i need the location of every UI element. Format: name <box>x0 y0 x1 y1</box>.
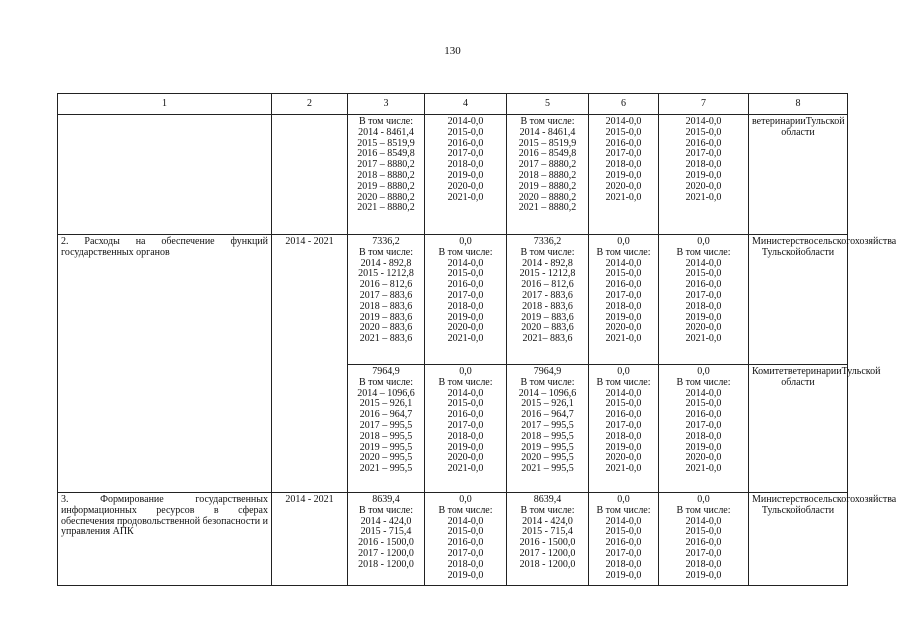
column-header: 7 <box>659 94 749 115</box>
cell-line: 2020-0,0 <box>605 322 642 334</box>
cell-line: Комитет <box>752 366 788 377</box>
cell-line: 2015-0,0 <box>605 126 642 138</box>
cell-line: 2014-0,0 <box>447 116 484 127</box>
cell-line: 2014-0,0 <box>605 257 642 269</box>
cell-line: 2016-0,0 <box>605 409 642 421</box>
cell-line: В том числе: <box>676 376 731 388</box>
federal-funding-cell <box>425 493 507 586</box>
column-header: 2 <box>272 94 348 115</box>
cell-line: Министерство <box>752 236 814 247</box>
cell-line: 2020-0,0 <box>685 322 722 334</box>
cell-line: 2019 – 995,5 <box>359 441 413 453</box>
municipal-funding-cell <box>589 365 659 493</box>
cell-line: 2015-0,0 <box>685 126 722 138</box>
cell-line: В том числе: <box>596 504 651 516</box>
municipal-funding-cell <box>589 493 659 586</box>
cell-line: 2017 – 8880,2 <box>357 159 415 171</box>
cell-line: 2018-0,0 <box>685 159 722 171</box>
cell-line: 2019 – 995,5 <box>521 441 574 453</box>
cell-line: 2021 – 8880,2 <box>357 202 415 214</box>
cell-line: 2016 – 812,6 <box>359 279 413 291</box>
cell-line: 2020-0,0 <box>685 180 722 192</box>
cell-line: 7336,2 <box>372 236 400 247</box>
cell-line: В том числе: <box>438 504 493 516</box>
cell-line: 2020-0,0 <box>447 180 484 192</box>
cell-line: 0,0 <box>617 366 630 377</box>
regional-funding-cell <box>507 235 589 365</box>
cell-line: 2015-0,0 <box>685 268 722 280</box>
cell-line: 2020-0,0 <box>447 322 484 334</box>
cell-line: 2018 – 8880,2 <box>357 169 415 181</box>
cell-line: 2019-0,0 <box>685 441 722 453</box>
cell-line: 2019-0,0 <box>605 311 642 323</box>
cell-line: 2020-0,0 <box>605 452 642 464</box>
cell-line: 2014-0,0 <box>685 116 722 127</box>
cell-line: 2017-0,0 <box>447 148 484 160</box>
cell-line: 2014-0,0 <box>605 515 642 527</box>
cell-line: 2014 - 8461,4 <box>519 126 576 138</box>
cell-line: 2015 – 926,1 <box>359 398 413 410</box>
column-header: 1 <box>58 94 272 115</box>
cell-line: 0,0 <box>459 236 472 247</box>
cell-line: 2018 - 1200,0 <box>519 558 576 570</box>
column-header: 8 <box>749 94 848 115</box>
cell-line: 2020-0,0 <box>605 180 642 192</box>
cell-line: 2017-0,0 <box>685 547 722 559</box>
cell-line: 2014 - 424,0 <box>360 515 412 527</box>
period-cell <box>272 115 348 235</box>
cell-line: В том числе: <box>676 246 731 258</box>
activity-name-cell <box>58 115 272 235</box>
total-funding-cell <box>348 115 425 235</box>
cell-line: 2016 – 8549,8 <box>357 148 415 160</box>
cell-line: 2021-0,0 <box>685 191 722 203</box>
cell-line: 2019-0,0 <box>605 441 642 453</box>
cell-line: 2020 – 995,5 <box>521 452 574 464</box>
cell-line: 2016-0,0 <box>447 409 484 421</box>
cell-line: 2015-0,0 <box>685 526 722 538</box>
executor-cell <box>749 235 897 365</box>
cell-line: 2019-0,0 <box>605 569 642 581</box>
cell-line: 2018-0,0 <box>685 300 722 312</box>
cell-line: 2016-0,0 <box>447 537 484 549</box>
cell-line: В том числе: <box>520 246 575 258</box>
cell-line: 2018-0,0 <box>605 430 642 442</box>
municipal-funding-cell <box>589 115 659 235</box>
cell-line: 2017-0,0 <box>685 148 722 160</box>
cell-line: 2020 – 8880,2 <box>518 191 577 203</box>
cell-line: В том числе: <box>358 246 414 258</box>
cell-line: 2018 - 883,6 <box>522 300 573 312</box>
cell-line: 2014-0,0 <box>447 515 484 527</box>
cell-line: 2017 - 883,6 <box>522 289 573 301</box>
cell-line: 2015-0,0 <box>605 526 642 538</box>
cell-line: 2014-0,0 <box>685 257 722 269</box>
cell-line: 2015-0,0 <box>605 268 642 280</box>
cell-line: 2016 – 964,7 <box>359 409 413 421</box>
cell-line: В том числе: <box>358 376 414 388</box>
cell-line: 2021-0,0 <box>605 463 642 475</box>
cell-line: 0,0 <box>697 236 710 247</box>
page-number: 130 <box>444 45 461 57</box>
cell-line: 2015-0,0 <box>447 268 484 280</box>
cell-line: 0,0 <box>697 366 710 377</box>
cell-line: 2021 – 995,5 <box>359 463 413 475</box>
cell-line: 2016-0,0 <box>605 537 642 549</box>
cell-line: 2014-0,0 <box>605 387 642 399</box>
cell-line: 2017 – 995,5 <box>521 419 574 431</box>
cell-line: 2017-0,0 <box>447 419 484 431</box>
cell-line: 2020-0,0 <box>447 452 484 464</box>
cell-line: 2018 – 883,6 <box>359 300 413 312</box>
other-funding-cell <box>659 115 749 235</box>
cell-line: 2016-0,0 <box>605 137 642 149</box>
other-funding-cell <box>659 365 749 493</box>
cell-line: 2018-0,0 <box>605 300 642 312</box>
cell-line: В том числе: <box>676 504 731 516</box>
cell-line: 2017-0,0 <box>605 148 642 160</box>
cell-line: 0,0 <box>459 366 472 377</box>
activity-name-cell: 2. Расходы на обеспечение функций государственных органов <box>58 235 272 493</box>
cell-line: 2017-0,0 <box>605 419 642 431</box>
table-row <box>58 493 848 586</box>
cell-line: 2020 – 995,5 <box>359 452 413 464</box>
cell-line: 2020 – 8880,2 <box>357 191 415 203</box>
header-row <box>58 94 848 115</box>
federal-funding-cell <box>425 235 507 365</box>
cell-line: 2015 – 926,1 <box>521 398 574 410</box>
cell-line: сельского <box>813 236 855 247</box>
cell-line: 2015-0,0 <box>685 398 722 410</box>
cell-line: ветеринарии <box>752 116 806 127</box>
cell-line: 2019-0,0 <box>685 569 722 581</box>
cell-line: 2020-0,0 <box>685 452 722 464</box>
cell-line: 2014 - 424,0 <box>522 515 573 527</box>
cell-line: 2018 - 1200,0 <box>358 558 414 570</box>
column-header: 3 <box>348 94 425 115</box>
cell-line: 2017-0,0 <box>685 289 722 301</box>
cell-line: 2016 – 8549,8 <box>518 148 577 160</box>
cell-line: 2014 – 1096,6 <box>518 387 577 399</box>
period-cell: 2014 - 2021 <box>272 235 348 493</box>
cell-line: 2019 – 883,6 <box>521 311 574 323</box>
cell-line: 2019-0,0 <box>447 311 484 323</box>
cell-line: 2019-0,0 <box>605 169 642 181</box>
cell-line: хозяйства Тульской <box>761 236 897 258</box>
cell-line: 2021-0,0 <box>605 333 642 345</box>
cell-line: 2016 - 1500,0 <box>519 537 576 549</box>
cell-line: Тульской области <box>781 116 845 138</box>
cell-line: 2018-0,0 <box>685 430 722 442</box>
activity-name-cell: 3. Формирование государственных информационных ресурсов в сферах обеспечения продовольственной безопасности и управления АПК <box>58 493 272 586</box>
cell-line: 2014 – 1096,6 <box>357 387 415 399</box>
total-funding-cell <box>348 493 425 586</box>
total-funding-cell <box>348 365 425 493</box>
cell-line: 2014-0,0 <box>447 387 484 399</box>
cell-line: 2017-0,0 <box>685 419 722 431</box>
cell-line: В том числе: <box>438 246 493 258</box>
cell-line: 2014 - 892,8 <box>360 257 412 269</box>
municipal-funding-cell <box>589 235 659 365</box>
cell-line: 2021-0,0 <box>447 463 484 475</box>
cell-line: 7336,2 <box>533 236 562 247</box>
column-header: 5 <box>507 94 589 115</box>
cell-line: 0,0 <box>617 236 630 247</box>
cell-line: 2016-0,0 <box>685 409 722 421</box>
cell-line: 2021– 883,6 <box>522 333 573 345</box>
cell-line: 2020 – 883,6 <box>359 322 413 334</box>
period-cell: 2014 - 2021 <box>272 493 348 586</box>
cell-line: 2019-0,0 <box>447 569 484 581</box>
cell-line: 2016-0,0 <box>447 137 484 149</box>
cell-line: 2019-0,0 <box>685 169 722 181</box>
cell-line: 2019-0,0 <box>447 169 484 181</box>
cell-line: 2018-0,0 <box>685 558 722 570</box>
cell-line: 2015-0,0 <box>447 398 484 410</box>
cell-line: области <box>800 504 835 516</box>
cell-line: 2016-0,0 <box>685 537 722 549</box>
cell-line: 2021-0,0 <box>447 333 484 345</box>
cell-line: 2015-0,0 <box>447 526 484 538</box>
cell-line: 2021-0,0 <box>685 463 722 475</box>
cell-line: 2015-0,0 <box>605 398 642 410</box>
cell-line: 2018 – 995,5 <box>521 430 574 442</box>
cell-line: 2017 – 8880,2 <box>518 159 577 171</box>
cell-line: 2017-0,0 <box>605 547 642 559</box>
cell-line: 2014-0,0 <box>605 116 642 127</box>
regional-funding-cell <box>507 115 589 235</box>
cell-line: В том числе: <box>438 376 493 388</box>
cell-line: 2018 – 8880,2 <box>518 169 577 181</box>
cell-line: В том числе: <box>596 376 651 388</box>
cell-line: 2014 - 892,8 <box>522 257 573 269</box>
budget-table <box>57 93 897 586</box>
regional-funding-cell <box>507 493 589 586</box>
cell-line: 2018-0,0 <box>605 558 642 570</box>
cell-line: 2019-0,0 <box>685 311 722 323</box>
cell-line: 8639,4 <box>372 494 400 505</box>
regional-funding-cell <box>507 365 589 493</box>
cell-line: 2017-0,0 <box>447 289 484 301</box>
cell-line: 7964,9 <box>533 366 562 377</box>
cell-line: 2019 – 8880,2 <box>518 180 577 192</box>
cell-line: 2020 – 883,6 <box>521 322 574 334</box>
column-header: 4 <box>425 94 507 115</box>
cell-line: 2019 – 883,6 <box>359 311 413 323</box>
cell-line: 2014-0,0 <box>447 257 484 269</box>
cell-line: 2017 – 883,6 <box>359 289 413 301</box>
cell-line: 2015 - 1212,8 <box>358 268 414 280</box>
cell-line: 2014-0,0 <box>685 515 722 527</box>
cell-line: 7964,9 <box>372 366 400 377</box>
cell-line: 2021 – 995,5 <box>521 463 574 475</box>
cell-line: 2016 – 812,6 <box>521 279 574 291</box>
cell-line: 2016-0,0 <box>447 279 484 291</box>
cell-line: В том числе: <box>596 246 651 258</box>
cell-line: 2021 – 883,6 <box>359 333 413 345</box>
cell-line: 2018-0,0 <box>447 300 484 312</box>
cell-line: 2018-0,0 <box>447 430 484 442</box>
cell-line: 2015 – 8519,9 <box>357 137 415 149</box>
table-row <box>58 235 848 365</box>
table-row <box>58 115 848 235</box>
executor-cell <box>749 115 848 235</box>
cell-line: 0,0 <box>697 494 710 505</box>
cell-line: хозяйства Тульской <box>761 494 897 516</box>
cell-line: 2017 – 995,5 <box>359 419 413 431</box>
cell-line: 2014 - 8461,4 <box>358 126 414 138</box>
cell-line: 2017 - 1200,0 <box>358 547 414 559</box>
cell-line: 2018 – 995,5 <box>359 430 413 442</box>
cell-line: 2015-0,0 <box>447 126 484 138</box>
cell-line: сельского <box>813 494 855 505</box>
cell-line: 2019-0,0 <box>447 441 484 453</box>
federal-funding-cell <box>425 365 507 493</box>
cell-line: В том числе: <box>358 504 414 516</box>
cell-line: В том числе: <box>520 116 575 127</box>
cell-line: 2018-0,0 <box>605 159 642 171</box>
cell-line: 2016 – 964,7 <box>521 409 574 421</box>
other-funding-cell <box>659 235 749 365</box>
cell-line: 2018-0,0 <box>447 159 484 171</box>
cell-line: 2014-0,0 <box>685 387 722 399</box>
executor-cell <box>749 365 881 493</box>
cell-line: В том числе: <box>520 504 575 516</box>
cell-line: 2016 - 1500,0 <box>358 537 414 549</box>
cell-line: 2015 - 715,4 <box>522 526 573 538</box>
cell-line: 2017 - 1200,0 <box>519 547 576 559</box>
cell-line: 2021-0,0 <box>447 191 484 203</box>
total-funding-cell <box>348 235 425 365</box>
cell-line: 2021-0,0 <box>685 333 722 345</box>
cell-line: 2019 – 8880,2 <box>357 180 415 192</box>
cell-line: 2016-0,0 <box>605 279 642 291</box>
cell-line: 2015 – 8519,9 <box>518 137 577 149</box>
cell-line: В том числе: <box>358 116 414 127</box>
cell-line: В том числе: <box>520 376 575 388</box>
cell-line: Министерство <box>752 494 814 505</box>
cell-line: ветеринарии <box>787 366 842 377</box>
cell-line: 0,0 <box>459 494 472 505</box>
cell-line: области <box>800 246 835 258</box>
cell-line: 2016-0,0 <box>685 279 722 291</box>
cell-line: 2017-0,0 <box>605 289 642 301</box>
column-header: 6 <box>589 94 659 115</box>
cell-line: 0,0 <box>617 494 630 505</box>
cell-line: 2015 - 1212,8 <box>519 268 576 280</box>
cell-line: 8639,4 <box>533 494 562 505</box>
other-funding-cell <box>659 493 749 586</box>
cell-line: Тульской области <box>781 366 881 388</box>
cell-line: 2017-0,0 <box>447 547 484 559</box>
cell-line: 2015 - 715,4 <box>360 526 412 538</box>
cell-line: 2018-0,0 <box>447 558 484 570</box>
executor-cell <box>749 493 897 586</box>
cell-line: 2016-0,0 <box>685 137 722 149</box>
cell-line: 2021-0,0 <box>605 191 642 203</box>
cell-line: 2021 – 8880,2 <box>518 202 577 214</box>
federal-funding-cell <box>425 115 507 235</box>
